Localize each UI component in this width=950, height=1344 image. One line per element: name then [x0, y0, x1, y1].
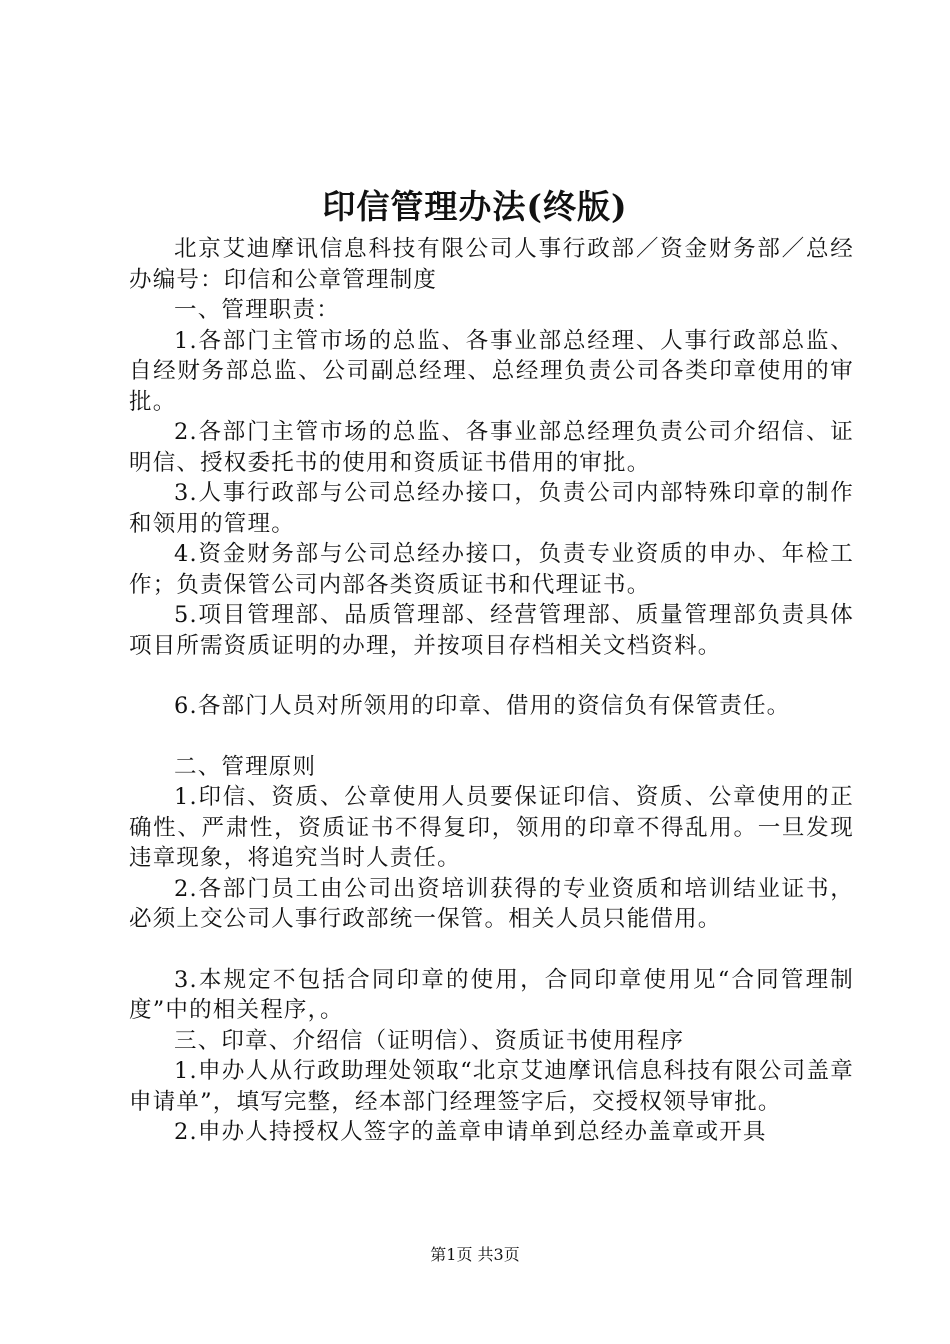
- principle-item-1: 1.印信、资质、公章使用人员要保证印信、资质、公章使用的正确性、严肃性，资质证书不得复印，领用的印章不得乱用。一旦发现违章现象，将追究当时人责任。: [129, 784, 854, 871]
- responsibility-item-3: 3.人事行政部与公司总经办接口，负责公司内部特殊印章的制作和领用的管理。: [129, 480, 854, 537]
- procedure-item-2: 2.申办人持授权人签字的盖章申请单到总经办盖章或开具: [174, 1119, 767, 1145]
- document-title: 印信管理办法(终版): [322, 187, 628, 226]
- page-footer: 第1页 共3页: [430, 1245, 520, 1264]
- responsibility-item-6: 6.各部门人员对所领用的印章、借用的资信负有保管责任。: [174, 693, 791, 719]
- responsibility-item-4: 4.资金财务部与公司总经办接口，负责专业资质的申办、年检工作；负责保管公司内部各类资质证书和代理证书。: [129, 541, 854, 598]
- responsibility-item-2: 2.各部门主管市场的总监、各事业部总经理负责公司介绍信、证明信、授权委托书的使用和资质证书借用的审批。: [129, 419, 854, 476]
- responsibility-item-1: 1.各部门主管市场的总监、各事业部总经理、人事行政部总监、自经财务部总监、公司副总经理、总经理负责公司各类印章使用的审批。: [129, 327, 854, 415]
- document-body: [129, 234, 854, 1148]
- section-heading-procedures: 三、印章、介绍信（证明信）、资质证书使用程序: [174, 1027, 685, 1054]
- section-heading-responsibilities: 一、管理职责：: [174, 297, 340, 323]
- principle-item-2: 2.各部门员工由公司出资培训获得的专业资质和培训结业证书，必须上交公司人事行政部统一保管。相关人员只能借用。: [129, 875, 854, 932]
- section-heading-principles: 二、管理原则: [174, 753, 317, 780]
- procedure-item-1: 1.申办人从行政助理处领取“北京艾迪摩讯信息科技有限公司盖章申请单”，填写完整，经本部门经理签字后，交授权领导审批。: [129, 1058, 854, 1115]
- intro-paragraph: 北京艾迪摩讯信息科技有限公司人事行政部／资金财务部／总经办编号：印信和公章管理制度: [129, 236, 854, 293]
- responsibility-item-5: 5.项目管理部、品质管理部、经营管理部、质量管理部负责具体项目所需资质证明的办理，并按项目存档相关文档资料。: [129, 602, 854, 659]
- principle-item-3: 3.本规定不包括合同印章的使用，合同印章使用见“合同管理制度”中的相关程序，。: [129, 966, 854, 1023]
